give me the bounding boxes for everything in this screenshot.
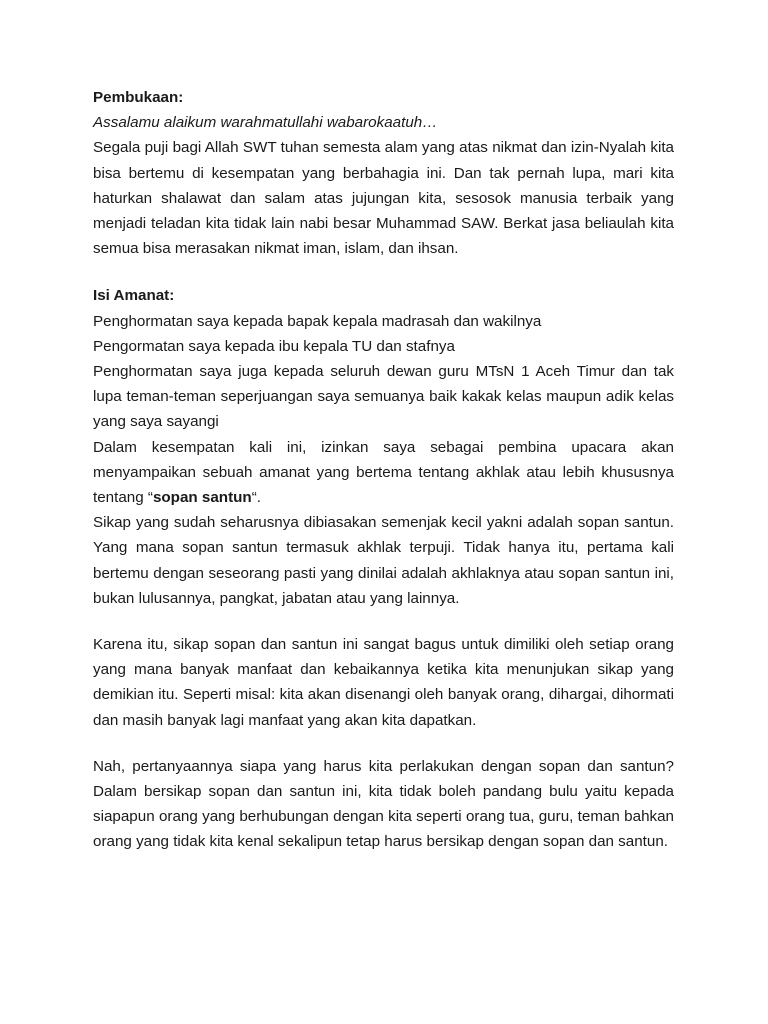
topic-end-text: “.	[251, 489, 261, 507]
topic-intro-text: Dalam kesempatan kali ini, izinkan saya sebagai pembina upacara akan menyampaikan sebuah amanat yang bertema tentang akhlak atau lebih khususnya tentang “	[93, 438, 674, 507]
document-page	[93, 85, 674, 855]
greeting-line: Assalamu alaikum warahmatullahi wabarokaatuh…	[93, 114, 438, 132]
respect-line-2: Pengormatan saya kepada ibu kepala TU dan stafnya	[93, 337, 455, 355]
respect-line-1: Penghormatan saya kepada bapak kepala madrasah dan wakilnya	[93, 312, 542, 330]
topic-paragraph	[93, 435, 674, 511]
message-heading: Isi Amanat:	[93, 287, 175, 305]
message-paragraph-1: Sikap yang sudah seharusnya dibiasakan semenjak kecil yakni adalah sopan santun. Yang mana sopan santun termasuk akhlak terpuji. Tidak hanya itu, pertama kali bertemu dengan seseorang pasti yang dinilai adalah akhlaknya atau sopan santun ini, bukan lulusannya, pangkat, jabatan atau yang lainnya.	[93, 514, 674, 607]
opening-heading: Pembukaan:	[93, 89, 184, 106]
message-paragraph-3: Nah, pertanyaannya siapa yang harus kita perlakukan dengan sopan dan santun? Dalam bersikap sopan dan santun ini, kita tidak boleh pandang bulu yaitu kepada siapapun orang yang berhubungan dengan kita seperti orang tua, guru, teman bahkan orang yang tidak kita kenal sekalipun tetap harus bersikap dengan sopan dan santun.	[93, 757, 674, 851]
topic-bold-text: sopan santun	[152, 489, 252, 507]
respect-line-3: Penghormatan saya juga kepada seluruh dewan guru MTsN 1 Aceh Timur dan tak lupa teman-teman seperjuangan saya semuanya baik kakak kelas maupun adik kelas yang saya sayangi	[93, 363, 674, 431]
opening-paragraph: Segala puji bagi Allah SWT tuhan semesta alam yang atas nikmat dan izin-Nyalah kita bisa bertemu di kesempatan yang berbahagia ini. Dan tak pernah lupa, mari kita haturkan shalawat dan salam atas jujungan kita, sesosok manusia terbaik yang menjadi teladan kita tidak lain nabi besar Muhammad SAW. Berkat jasa beliaulah kita semua bisa merasakan nikmat iman, islam, dan ihsan.	[93, 139, 674, 258]
message-paragraph-2: Karena itu, sikap sopan dan santun ini sangat bagus untuk dimiliki oleh setiap orang yang mana banyak manfaat dan kebaikannya ketika kita menunjukan sikap yang demikian itu. Seperti misal: kita akan disenangi oleh banyak orang, dihargai, dihormati dan masih banyak lagi manfaat yang akan kita dapatkan.	[93, 636, 674, 729]
